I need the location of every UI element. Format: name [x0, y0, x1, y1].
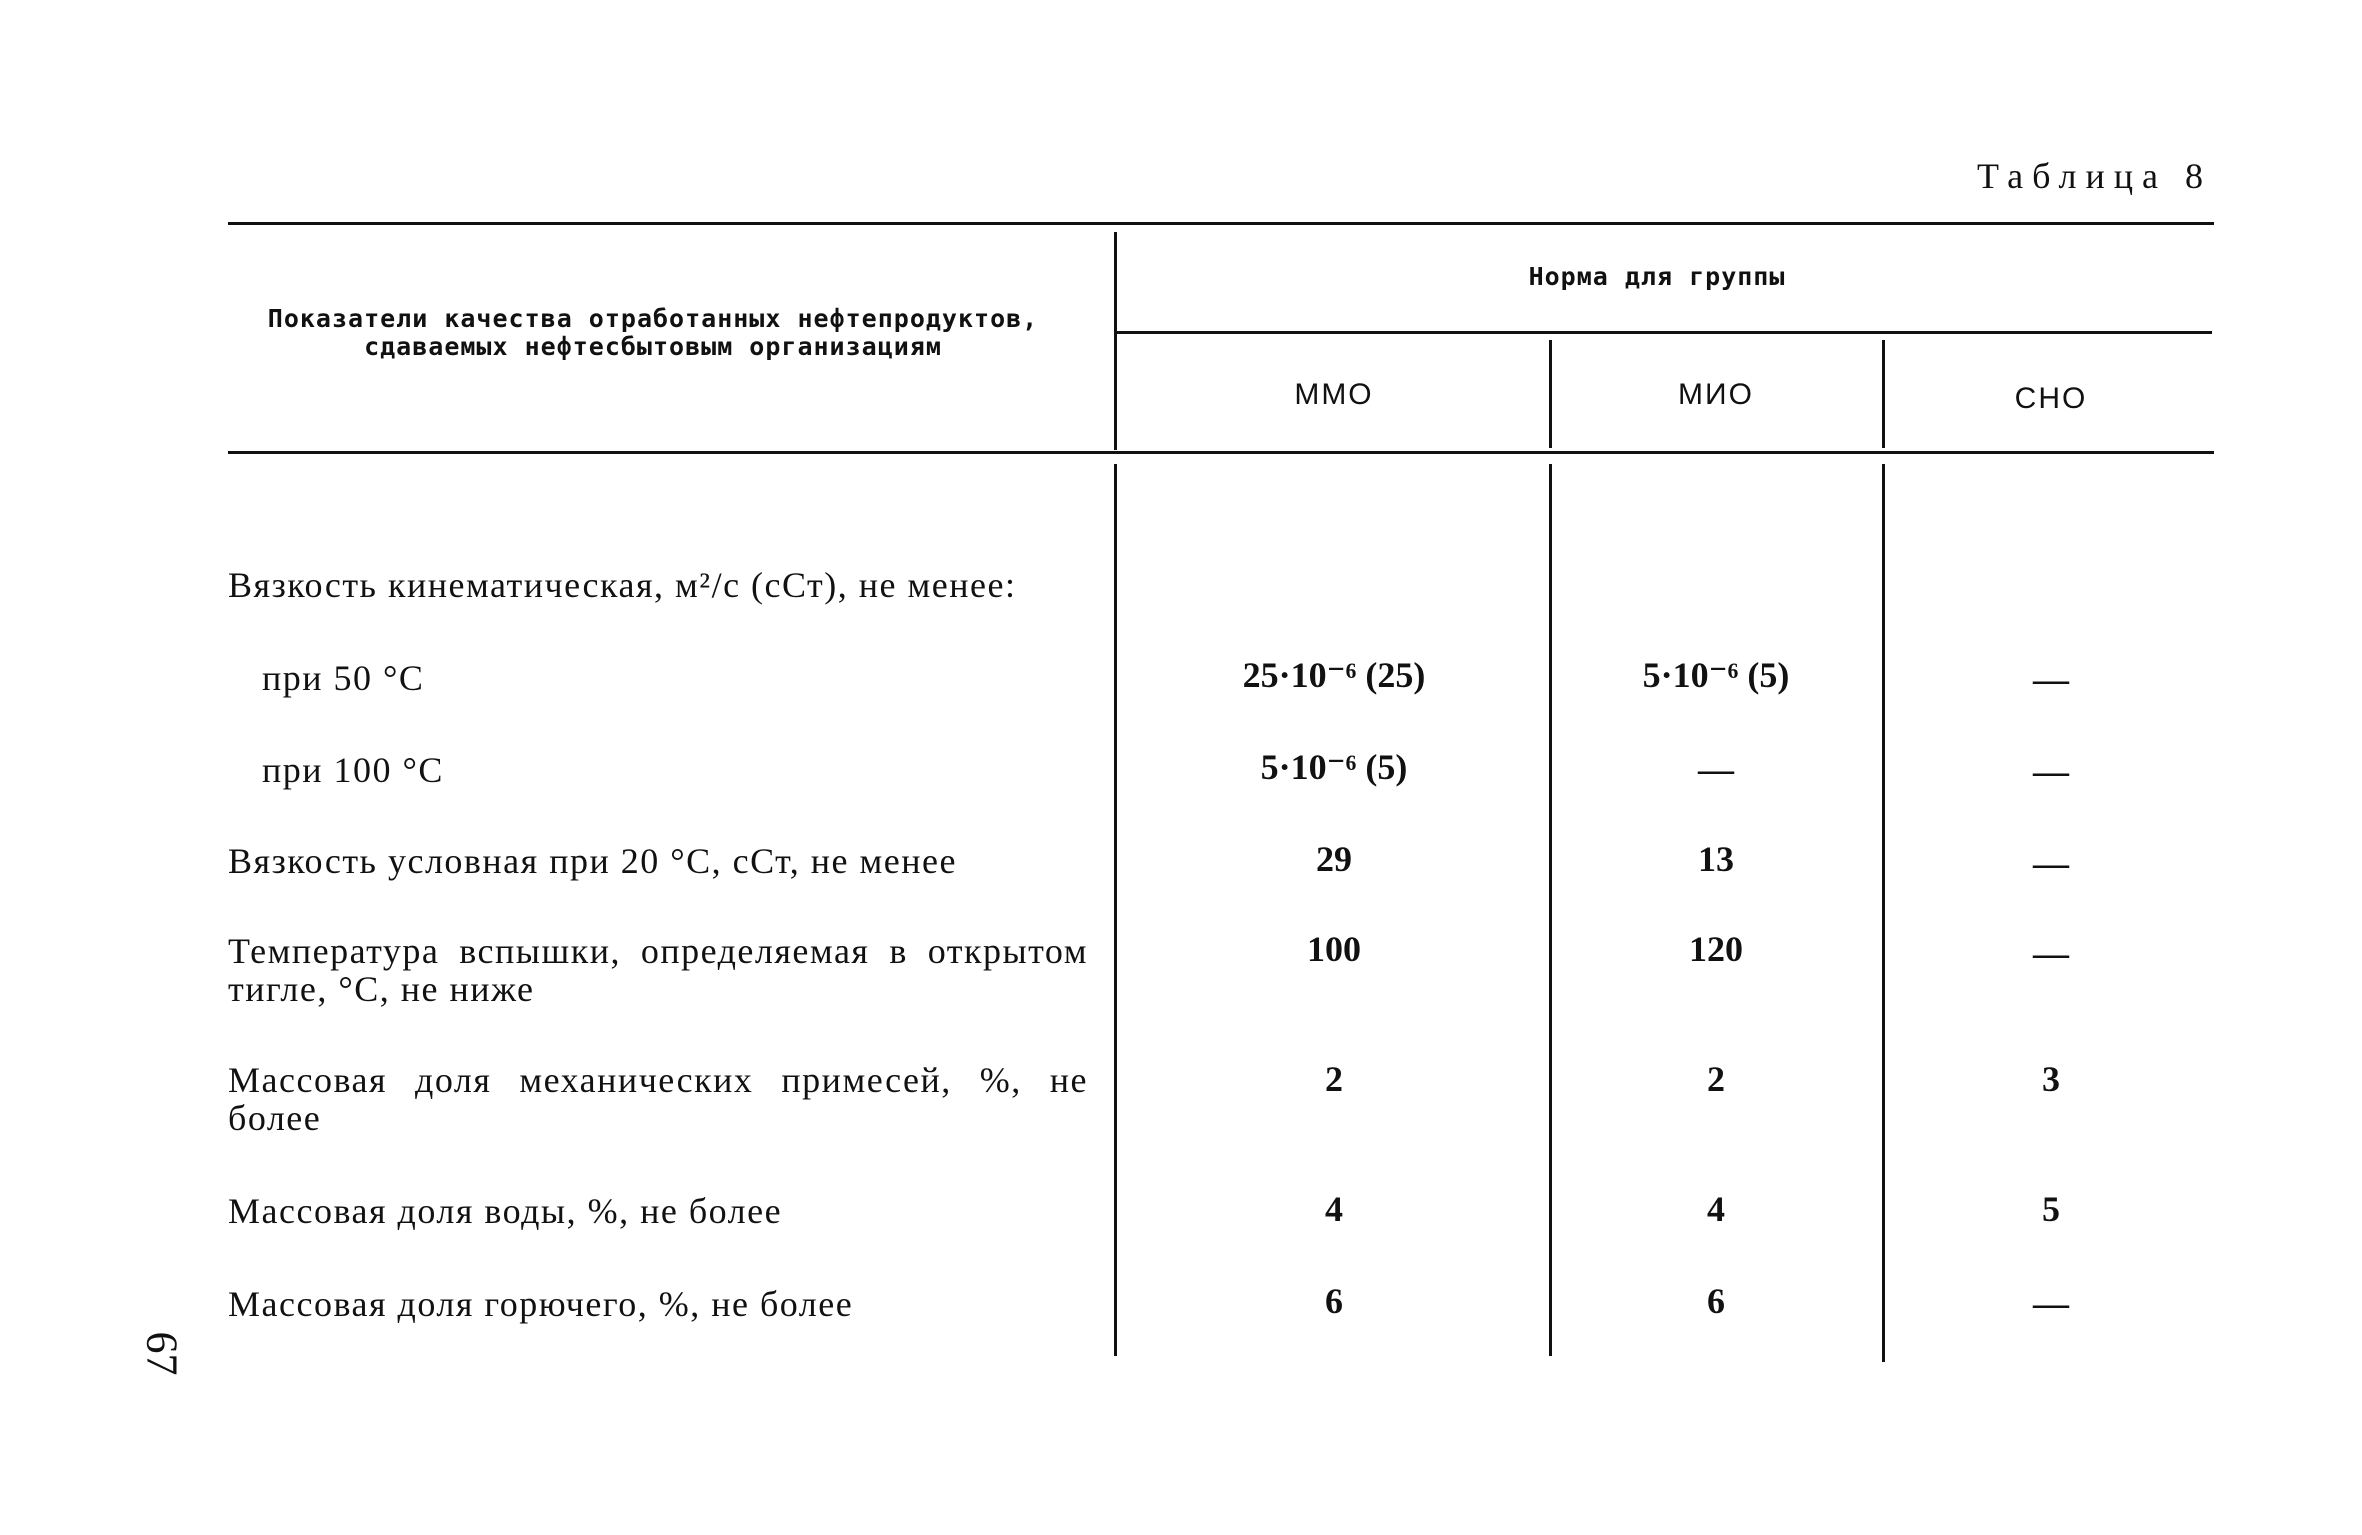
- cell-mmo: 2: [1325, 1059, 1343, 1099]
- cell-mmo: 100: [1307, 929, 1361, 969]
- cell-mio: 6: [1707, 1281, 1725, 1321]
- cell-sno: —: [2033, 933, 2069, 973]
- group-header: Норма для группы: [1528, 262, 1786, 291]
- column-header-sno: СНО: [2014, 382, 2088, 415]
- column-header-mmo: ММО: [1294, 378, 1374, 411]
- row-label: Температура вспышки, определяемая в открытом тигле, °С, не ниже: [228, 931, 1088, 1009]
- cell-sno: —: [2033, 1283, 2069, 1323]
- row-label: Массовая доля механических примесей, %, не более: [228, 1060, 1088, 1138]
- cell-mio: 5·10⁻⁶ (5): [1642, 655, 1790, 695]
- cell-mmo: 6: [1325, 1281, 1343, 1321]
- cell-sno: —: [2033, 659, 2069, 699]
- cell-sno: 3: [2042, 1059, 2060, 1099]
- page-number: 67: [137, 1331, 187, 1376]
- cell-mio: —: [1698, 749, 1734, 789]
- row-label: Массовая доля воды, %, не более: [228, 1191, 783, 1231]
- header-divider-col2: [1882, 340, 1885, 448]
- body-divider-main: [1114, 464, 1117, 1356]
- cell-mmo: 4: [1325, 1189, 1343, 1229]
- cell-mmo: 5·10⁻⁶ (5): [1260, 747, 1408, 787]
- cell-mmo: 29: [1316, 839, 1352, 879]
- row-label: Вязкость условная при 20 °С, сСт, не менее: [228, 841, 957, 881]
- row-label: Вязкость кинематическая, м²/с (сСт), не менее:: [228, 565, 1017, 605]
- table-caption: Таблица 8: [1977, 156, 2212, 196]
- row-label: при 100 °С: [262, 750, 444, 790]
- header-bottom-rule: [228, 451, 2214, 454]
- cell-sno: —: [2033, 751, 2069, 791]
- cell-mio: 4: [1707, 1189, 1725, 1229]
- group-rule: [1117, 331, 2212, 334]
- cell-mio: 2: [1707, 1059, 1725, 1099]
- column-header-mio: МИО: [1678, 378, 1754, 411]
- cell-mio: 13: [1698, 839, 1734, 879]
- cell-sno: —: [2033, 843, 2069, 883]
- indicator-column-header: Показатели качества отработанных нефтепродуктов, сдаваемых нефтесбытовым организациям: [267, 304, 1039, 361]
- cell-mmo: 25·10⁻⁶ (25): [1242, 655, 1426, 695]
- top-rule: [228, 222, 2214, 225]
- body-divider-col2: [1882, 464, 1885, 1362]
- cell-mio: 120: [1689, 929, 1743, 969]
- row-label: Массовая доля горючего, %, не более: [228, 1284, 854, 1324]
- cell-sno: 5: [2042, 1189, 2060, 1229]
- row-label: при 50 °С: [262, 658, 425, 698]
